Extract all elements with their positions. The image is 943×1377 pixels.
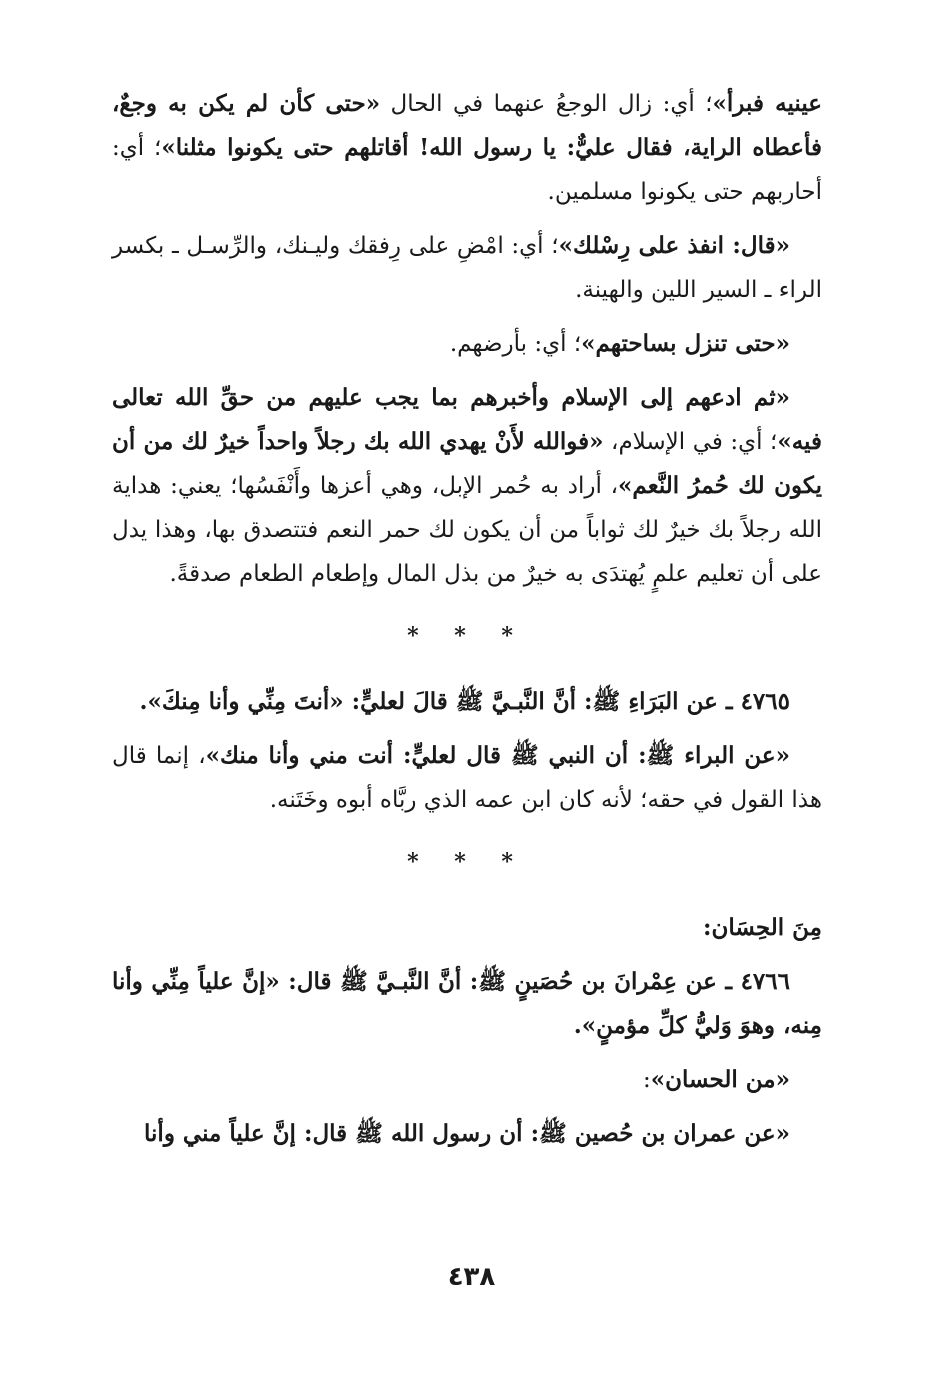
commentary-text: ؛ أي: بأرضهم. [449,331,582,357]
section-heading: مِنَ الحِسَان: [703,914,822,941]
hadith-text: ـ عن البَرَاءِ ﷺ: أنَّ النَّبـيَّ ﷺ قالَ لعليٍّ: «أنتَ مِنِّي وأنا مِنكَ». [139,688,741,715]
section-separator: * * * [407,849,527,875]
commentary-text: ؛ أي: زال الوجعُ عنهما في الحال [380,91,713,117]
paragraph-1 [112,82,822,214]
hadith-number: ٤٧٦٦ [740,968,790,995]
quote-text: «حتى تنزل بساحتهم» [581,330,790,357]
commentary-text: ، أراد به حُمر الإبل، وهي أعزها وأَنْفَسُها؛ يعني: هداية الله رجلاً بك خيرٌ لك ثواباً من أن يكون لك حمر النعم فتتصدق بها، وهذا يدل على أن تعليم علمٍ يُهتدَى به خيرٌ من بذل المال وإطعام الطعام صدقةً. [112,473,822,587]
commentary-text: ؛ أي: في الإسلام، [603,429,778,455]
commentary-text: ، إنما قال هذا القول في حقه؛ لأنه كان ابن عمه الذي ربَّاه أبوه وخَتَنه. [112,743,822,813]
commentary-text: ؛ أي: أحاربهم حتى يكونوا مسلمين. [112,135,822,205]
quote-text: عينيه فبرأ» [712,90,822,117]
paragraph-7 [112,1112,822,1156]
section-separator: * * * [407,623,527,649]
quote-text: «ثم ادعهم إلى الإسلام وأخبرهم بما يجب عليهم من حقِّ الله تعالى فيه» [112,384,822,455]
quote-text: «من الحسان» [650,1066,790,1093]
quote-text: «فوالله لأَنْ يهدي الله بك رجلاً واحداً خيرٌ لك من أن يكون لك حُمرُ النَّعم» [112,428,822,499]
quote-text: «عن البراء ﷺ: أن النبي ﷺ قال لعليٍّ: أنت مني وأنا منك» [205,742,790,769]
paragraph-3 [112,322,822,366]
quote-text: «قال: انفذ على رِسْلك» [558,232,791,259]
page-number: ٤٣٨ [447,1262,496,1292]
quote-text: «عن عمران بن حُصين ﷺ: أن رسول الله ﷺ قال: إنَّ علياً مني وأنا [144,1120,790,1147]
paragraph-5 [112,734,822,822]
quote-text: «حتى كأن لم يكن به وجعٌ، فأعطاه الراية، فقال عليٌّ: يا رسول الله! أقاتلهم حتى يكونوا مثلنا» [112,90,822,161]
paragraph-2 [112,224,822,312]
hadith-4766 [112,960,822,1048]
hadith-text: ـ عن عِمْرانَ بن حُصَينٍ ﷺ: أنَّ النَّبـيَّ ﷺ قال: «إنَّ علياً مِنِّي وأنا مِنه، وهوَ وَليُّ كلِّ مؤمنٍ». [112,968,822,1039]
commentary-text: : [643,1067,651,1093]
hadith-number: ٤٧٦٥ [740,688,790,715]
commentary-text: ؛ أي: امْضِ على رِفقك وليـنك، والرِّسـل ـ بكسر الراء ـ السير اللين والهينة. [112,233,822,303]
page-body [112,82,822,1166]
paragraph-6 [112,1058,822,1102]
hadith-4765 [112,680,822,724]
paragraph-4 [112,376,822,596]
